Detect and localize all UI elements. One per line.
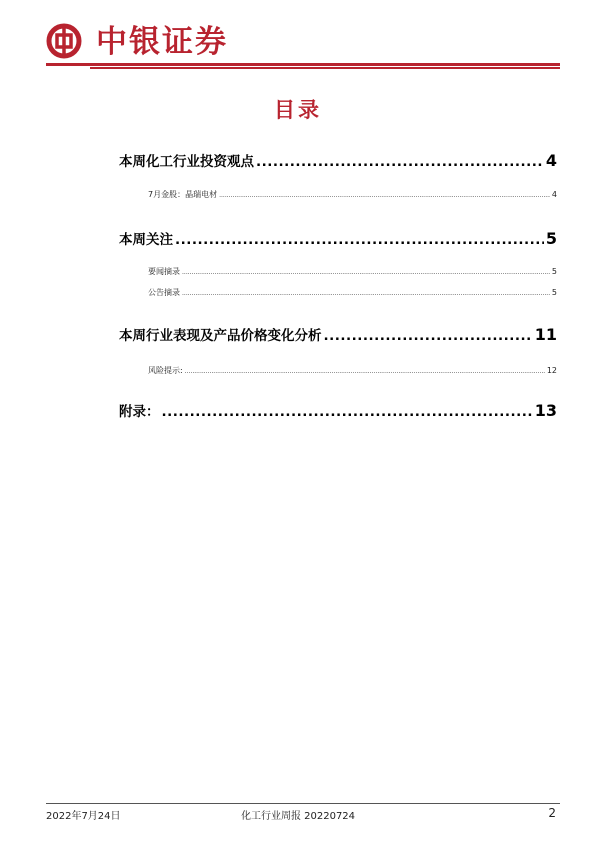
footer-rule [46, 803, 560, 804]
toc-leader [324, 328, 533, 344]
toc-entry-page: 12 [546, 366, 557, 375]
toc-entry-label: 公告摘录 [148, 288, 180, 297]
toc-entry-label: 本周化工行业投资观点 [119, 154, 254, 170]
toc-entry-page: 5 [551, 267, 557, 276]
bank-of-china-logo-icon [46, 23, 82, 59]
toc-entry-page: 5 [551, 288, 557, 297]
toc-entry[interactable] [148, 287, 557, 299]
page-number: 2 [548, 806, 556, 820]
toc-entry-page: 5 [545, 229, 557, 248]
toc-title: 目录 [274, 98, 322, 122]
toc-entry[interactable] [119, 324, 557, 344]
toc-leader [162, 404, 533, 420]
toc-entry-label: 风险提示: [148, 366, 183, 375]
footer-date: 2022年7月24日 [46, 811, 121, 822]
toc-entry-label: 本周行业表现及产品价格变化分析 [119, 328, 322, 344]
toc-leader [182, 290, 550, 297]
toc-entry[interactable] [148, 365, 557, 377]
toc-entry-page: 13 [534, 401, 557, 420]
toc-entry-page: 4 [551, 190, 557, 199]
toc-entry-label: 要闻摘录 [148, 267, 180, 276]
brand-name: 中银证券 [96, 24, 228, 60]
toc-entry[interactable] [148, 189, 557, 201]
toc-leader [256, 154, 544, 170]
toc-entry[interactable] [119, 400, 557, 420]
toc-entry-page: 4 [545, 151, 557, 170]
toc-entry-label: 附录： [119, 404, 160, 420]
toc-entry-label: 7月金股：晶瑞电材 [148, 190, 218, 199]
header-rule [46, 63, 560, 66]
toc-entry[interactable] [148, 266, 557, 278]
page-header [46, 22, 566, 62]
toc-entry[interactable] [119, 228, 557, 248]
toc-leader [219, 192, 550, 199]
toc-leader [185, 368, 545, 375]
footer-report-title: 化工行业周报 20220724 [240, 811, 356, 822]
header-rule-secondary [90, 67, 560, 69]
toc-entry[interactable] [119, 150, 557, 170]
toc-entry-page: 11 [534, 325, 557, 344]
toc-entry-label: 本周关注 [119, 232, 173, 248]
toc-leader [175, 232, 544, 248]
toc-leader [182, 269, 550, 276]
